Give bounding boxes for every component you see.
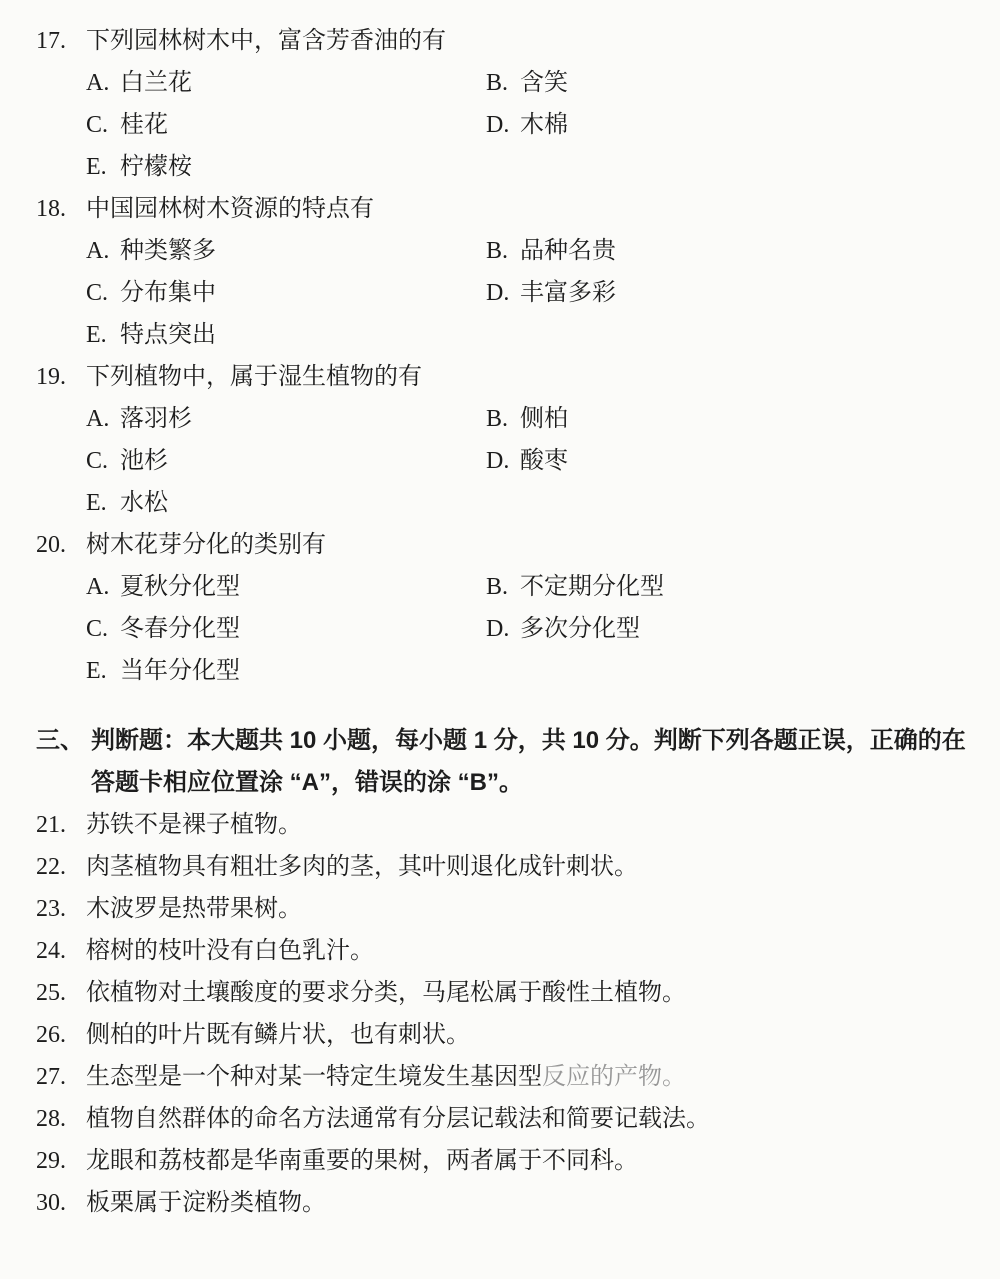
option-label: B. xyxy=(486,70,509,96)
option-b xyxy=(486,404,568,434)
option-row xyxy=(36,446,970,476)
mc-question-20 xyxy=(36,530,970,686)
option-b xyxy=(486,236,616,266)
question-number: 18. xyxy=(36,196,66,222)
option-d xyxy=(486,278,616,308)
option-row xyxy=(36,656,970,686)
section-heading-line1 xyxy=(36,726,970,756)
option-row xyxy=(36,320,970,350)
option-label: D. xyxy=(486,448,510,474)
option-label: A. xyxy=(86,70,110,96)
question-text: 植物自然群体的命名方法通常有分层记载法和简要记载法。 xyxy=(86,1106,710,1132)
option-e xyxy=(86,320,486,350)
section-heading-judgment xyxy=(36,726,970,798)
option-label: D. xyxy=(486,280,510,306)
option-d xyxy=(486,110,568,140)
option-row xyxy=(36,110,970,140)
option-text: 含笑 xyxy=(520,70,568,96)
option-text: 酸枣 xyxy=(520,448,568,474)
option-c xyxy=(86,110,486,140)
question-number: 26. xyxy=(36,1022,66,1048)
option-c xyxy=(86,614,486,644)
section-title-continued: 答题卡相应位置涂 “A”，错误的涂 “B”。 xyxy=(91,769,523,796)
mc-question-19 xyxy=(36,362,970,518)
option-text: 白兰花 xyxy=(120,70,192,96)
option-label: C. xyxy=(86,616,109,642)
option-label: A. xyxy=(86,238,110,264)
option-e xyxy=(86,656,486,686)
question-stem-row xyxy=(36,26,970,56)
question-text: 榕树的枝叶没有白色乳汁。 xyxy=(86,938,374,964)
question-stem-row xyxy=(36,530,970,560)
option-b xyxy=(486,572,664,602)
option-text: 种类繁多 xyxy=(120,238,216,264)
question-number: 30. xyxy=(36,1190,66,1216)
question-text: 下列植物中，属于湿生植物的有 xyxy=(86,364,422,390)
question-text: 肉茎植物具有粗壮多肉的茎，其叶则退化成针刺状。 xyxy=(86,854,638,880)
tf-question-28 xyxy=(36,1104,970,1134)
option-row xyxy=(36,614,970,644)
question-number: 29. xyxy=(36,1148,66,1174)
question-number: 25. xyxy=(36,980,66,1006)
tf-question-24 xyxy=(36,936,970,966)
tf-question-22 xyxy=(36,852,970,882)
option-text: 木棉 xyxy=(520,112,568,138)
question-number: 22. xyxy=(36,854,66,880)
option-label: B. xyxy=(486,238,509,264)
option-label: C. xyxy=(86,280,109,306)
question-text: 下列园林树木中，富含芳香油的有 xyxy=(86,28,446,54)
option-label: B. xyxy=(486,406,509,432)
question-text-dark-part: 生态型是一个种对某一特定生境发生基因型 xyxy=(86,1064,542,1090)
option-a xyxy=(86,572,486,602)
tf-question-29 xyxy=(36,1146,970,1176)
question-number: 17. xyxy=(36,28,66,54)
option-b xyxy=(486,68,568,98)
option-label: D. xyxy=(486,616,510,642)
option-label: D. xyxy=(486,112,510,138)
option-text: 侧柏 xyxy=(520,406,568,432)
question-number: 19. xyxy=(36,364,66,390)
question-number: 27. xyxy=(36,1064,66,1090)
question-number: 20. xyxy=(36,532,66,558)
option-text: 冬春分化型 xyxy=(120,616,240,642)
mc-question-17 xyxy=(36,26,970,182)
question-text: 侧柏的叶片既有鳞片状，也有刺状。 xyxy=(86,1022,470,1048)
option-c xyxy=(86,278,486,308)
option-label: E. xyxy=(86,490,107,516)
tf-question-21 xyxy=(36,810,970,840)
question-text: 中国园林树木资源的特点有 xyxy=(86,196,374,222)
option-text: 多次分化型 xyxy=(520,616,640,642)
mc-question-18 xyxy=(36,194,970,350)
option-e xyxy=(86,488,486,518)
option-text: 池杉 xyxy=(120,448,168,474)
question-text: 苏铁不是裸子植物。 xyxy=(86,812,302,838)
option-row xyxy=(36,572,970,602)
option-text: 落羽杉 xyxy=(120,406,192,432)
tf-question-27 xyxy=(36,1062,970,1092)
option-e xyxy=(86,152,486,182)
option-a xyxy=(86,68,486,98)
question-stem-row xyxy=(36,194,970,224)
option-text: 丰富多彩 xyxy=(520,280,616,306)
question-number: 21. xyxy=(36,812,66,838)
section-title: 判断题：本大题共 10 小题，每小题 1 分，共 10 分。判断下列各题正误，正确的在 xyxy=(91,727,966,754)
section-heading-line2 xyxy=(36,768,970,798)
option-row xyxy=(36,236,970,266)
tf-question-23 xyxy=(36,894,970,924)
true-false-list xyxy=(36,810,970,1218)
option-text: 夏秋分化型 xyxy=(120,574,240,600)
option-row xyxy=(36,152,970,182)
question-stem-row xyxy=(36,362,970,392)
option-label: E. xyxy=(86,154,107,180)
option-d xyxy=(486,614,640,644)
tf-question-25 xyxy=(36,978,970,1008)
option-text: 分布集中 xyxy=(120,280,216,306)
question-number: 23. xyxy=(36,896,66,922)
option-text: 不定期分化型 xyxy=(520,574,664,600)
option-row xyxy=(36,68,970,98)
option-label: A. xyxy=(86,574,110,600)
option-row xyxy=(36,278,970,308)
option-label: A. xyxy=(86,406,110,432)
option-label: C. xyxy=(86,112,109,138)
question-text: 木波罗是热带果树。 xyxy=(86,896,302,922)
option-row xyxy=(36,488,970,518)
option-label: B. xyxy=(486,574,509,600)
question-text: 依植物对土壤酸度的要求分类，马尾松属于酸性土植物。 xyxy=(86,980,686,1006)
option-label: E. xyxy=(86,658,107,684)
section-number: 三、 xyxy=(36,727,84,754)
tf-question-26 xyxy=(36,1020,970,1050)
option-label: E. xyxy=(86,322,107,348)
option-a xyxy=(86,404,486,434)
question-number: 28. xyxy=(36,1106,66,1132)
option-label: C. xyxy=(86,448,109,474)
option-text: 水松 xyxy=(120,490,168,516)
option-text: 品种名贵 xyxy=(520,238,616,264)
tf-question-30 xyxy=(36,1188,970,1218)
option-c xyxy=(86,446,486,476)
option-text: 特点突出 xyxy=(120,322,216,348)
question-text-faint-part: 反应的产物。 xyxy=(542,1064,686,1090)
option-text: 当年分化型 xyxy=(120,658,240,684)
option-d xyxy=(486,446,568,476)
option-text: 桂花 xyxy=(120,112,168,138)
option-text: 柠檬桉 xyxy=(120,154,192,180)
question-text: 树木花芽分化的类别有 xyxy=(86,532,326,558)
question-text: 龙眼和荔枝都是华南重要的果树，两者属于不同科。 xyxy=(86,1148,638,1174)
question-text xyxy=(86,1062,970,1092)
option-row xyxy=(36,404,970,434)
question-text: 板栗属于淀粉类植物。 xyxy=(86,1190,326,1216)
option-a xyxy=(86,236,486,266)
question-number: 24. xyxy=(36,938,66,964)
